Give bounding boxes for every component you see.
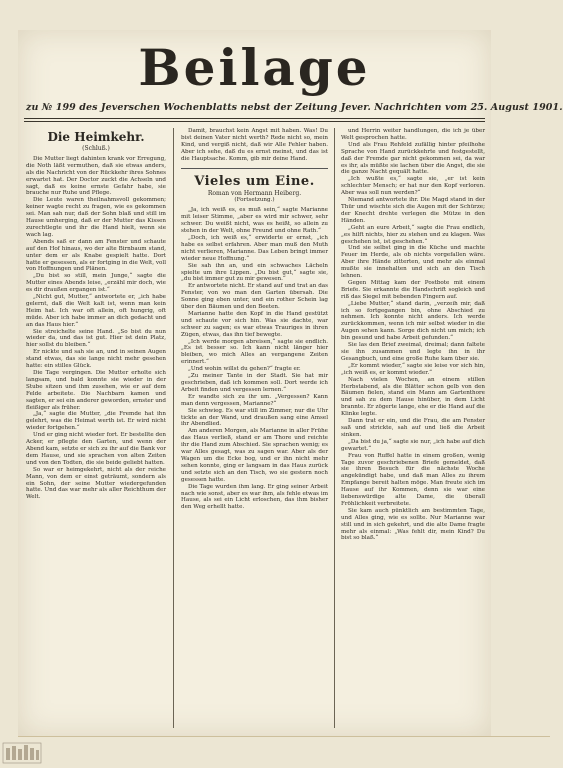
paragraph: Die Mutter liegt dahinten krank vor Erregung, die Noth läßt vermuthen, daß sie etwas anders, als die Nachricht von der Rückkehr ihres Sohnes erwartet hat. Der Doctor zuckt die Achseln und sagt, daß es keine ernste Gefahr habe, sie brauche nur Ruhe und Pflege.: [26, 155, 166, 197]
paragraph: und Herrin weiter handlungen, die ich je über Welt gesprochen hatte.: [341, 128, 485, 141]
article-body: [26, 156, 166, 501]
paragraph: Er antwortete nicht. Er stand auf und trat an das Fenster, von wo man den Garten übersah. Die Sonne ging eben unter, und ein rother Schein lag über den Bäumen und den Beeten.: [181, 283, 328, 311]
dateline: zu № 199 des Jeverschen Wochenblatts nebst der Zeitung Jever. Nachrichten vom 25. August 1901.: [26, 102, 563, 113]
paragraph: Und als Frau Rehfeld zufällig hinter pfeilhohe Sprache von Hand zurückkehrte und festgestellt, daß der Fremde gar nicht gekommen sei, da war es ihr, als müßte sie lachen über die Angst, die sie die ganze Nacht gequält hatte.: [341, 141, 485, 176]
paragraph: Am anderen Morgen, als Marianne in aller Frühe das Haus verließ, stand er am Thore und reichte ihr die Hand zum Abschied. Sie sprachen wenig; es war Alles gesagt, was zu sagen war. Aber als der Wagen um die Ecke bog, und er ihn nicht mehr sehen konnte, ging er langsam in das Haus zurück und setzte sich an den Tisch, wo sie gestern noch gesessen hatte.: [181, 428, 328, 483]
paragraph: Sie streichelte seine Hand. „So bist du nun wieder da, und das ist gut. Hier ist dein Platz, hier sollst du bleiben.“: [26, 328, 166, 349]
paragraph: Gegen Mittag kam der Postbote mit einem Briefe. Sie erkannte die Handschrift sogleich und riß das Siegel mit bebenden Fingern auf.: [341, 279, 485, 300]
column-divider: [173, 128, 174, 728]
paragraph: Sie schwieg. Es war still im Zimmer, nur die Uhr tickte an der Wand, und draußen sang eine Amsel ihr Abendlied.: [181, 407, 328, 428]
article-subtitle: (Schluß.): [82, 145, 110, 152]
masthead-rule: [24, 118, 485, 119]
paragraph: Abends saß er dann am Fenster und schaute auf den Hof hinaus, wo der alte Birnbaum stand, unter dem er als Knabe gespielt hatte. Dort hatte er gesessen, als er fortging in die Welt, voll von Hoffnungen und Plänen.: [26, 238, 166, 273]
paragraph: „Ich werde morgen abreisen,“ sagte sie endlich. „Es ist besser so. Ich kann nicht länger hier bleiben, wo mich Alles an vergangene Zeiten erinnert.“: [181, 338, 328, 366]
paragraph: „Nicht gut, Mutter,“ antwortete er, „ich habe gelernt, daß die Welt kalt ist, wenn man kein Heim hat. Ich war oft allein, oft hungrig, oft müde. Aber ich habe immer an dich gedacht und an das Haus hier.“: [26, 294, 166, 328]
paragraph: Er nickte und sah sie an, und in seinen Augen stand etwas, das sie lange nicht mehr gesehen hatte: ein stilles Glück.: [26, 349, 166, 370]
column-2: [181, 128, 328, 728]
article-separator: [181, 168, 328, 169]
article-title: Die Heimkehr.: [47, 130, 145, 144]
paragraph: „Doch, ich weiß es,“ erwiderte er ernst, „ich habe es selbst erfahren. Aber man muß den Muth nicht verlieren, Marianne. Das Leben bringt immer wieder neue Hoffnung.“: [181, 234, 328, 262]
paragraph: „Geht an eure Arbeit,“ sagte die Frau endlich, „es hilft nichts, hier zu stehen und zu klagen. Was geschehen ist, ist geschehen.“: [341, 224, 485, 245]
article-byline: Roman von Hermann Heiberg.: [207, 189, 302, 197]
paragraph: Die Tage wurden ihm lang. Er ging seiner Arbeit nach wie sonst, aber es war ihm, als fehle etwas im Hause, als sei ein Licht erloschen, das ihm bisher den Weg erhellt hatte.: [181, 483, 328, 511]
paragraph: „Er kommt wieder,“ sagte sie leise vor sich hin, „ich weiß es, er kommt wieder.“: [341, 362, 485, 376]
paragraph: Niemand antwortete ihr. Die Magd stand in der Thür und wischte sich die Augen mit der Schürze; der Knecht drehte verlegen die Mütze in den Händen.: [341, 197, 485, 224]
paragraph: „Zu meiner Tante in der Stadt. Sie hat mir geschrieben, daß ich kommen soll. Dort werde ich Arbeit finden und vergessen lernen.“: [181, 373, 328, 393]
paragraph: Sie kam auch pünktlich am bestimmten Tage, und Alles ging, wie es sollte. Nur Marianne war still und in sich gekehrt, und die alte Dame fragte mehr als einmal: „Was fehlt dir, mein Kind? Du bist so blaß.“: [341, 507, 485, 542]
paragraph: Die Tage vergingen. Die Mutter erholte sich langsam, und bald konnte sie wieder in der Stube sitzen und ihm zusehen, wie er auf dem Felde arbeitete. Die Nachbarn kamen und sagten, er sei ein anderer geworden, ernster und fleißiger als früher.: [26, 370, 166, 411]
paragraph: „Und wohin willst du gehen?“ fragte er.: [188, 366, 301, 373]
column-3: [341, 128, 485, 728]
article-body-continued: [181, 128, 328, 163]
paragraph: Marianne hatte den Kopf in die Hand gestützt und schaute vor sich hin. Was sie dachte, war schwer zu sagen; es war etwas Trauriges in ihren Zügen, etwas, das ihn tief bewegte.: [181, 310, 328, 338]
page-bottom-edge: [18, 736, 550, 737]
column-1: [26, 128, 166, 728]
paragraph: Dann trat er ein, und die Frau, die am Fenster saß und strickte, sah auf und ließ die Arbeit sinken.: [341, 418, 485, 438]
article-body: [181, 207, 328, 511]
paragraph: Damit, brauchst kein Angst mit haben. Was! Du bist deinen Vater nicht werth? Rede nicht so, mein Kind, und vergiß nicht, daß wir Alle Fehler haben. Aber ich sehe, daß du es ernst meinst, und das ist die Hauptsache. Komm, gib mir deine Hand.: [181, 128, 328, 162]
masthead-rule-thin: [24, 121, 485, 122]
paragraph: „Ja, ich weiß es, es muß sein,“ sagte Marianne mit leiser Stimme, „aber es wird mir schwer, sehr schwer. Du weißt nicht, was es heißt, so allein zu stehen in der Welt, ohne Freund und ohne Rath.“: [181, 207, 328, 235]
article-continuation-note: (Fortsetzung.): [234, 197, 275, 204]
paragraph: So war er heimgekehrt, nicht als der reiche Mann, von dem er einst geträumt, sondern als ein Sohn, der seine Mutter wiedergefunden hatte. Und das war mehr als aller Reichthum der Welt.: [26, 466, 166, 501]
paragraph: „Ja,“ sagte die Mutter, „die Fremde hat ihn gelehrt, was die Heimat werth ist. Er wird nicht wieder fortgehen.“: [26, 411, 166, 432]
article-body: [341, 128, 485, 542]
paragraph: Und sie selbst ging in die Küche und machte Feuer im Herde, als ob nichts vorgefallen wäre. Aber ihre Hände zitterten, und mehr als einmal mußte sie innehalten und sich an den Tisch lehnen.: [341, 245, 485, 280]
paragraph: „Da bist du ja,“ sagte sie nur, „ich habe auf dich gewartet.“: [341, 438, 485, 452]
paragraph: Nach vielen Wochen, an einem stillen Herbstabend, als die Blätter schon gelb von den Bäumen fielen, stand ein Mann am Gartenthore und sah zu dem Hause hinüber, in dem Licht brannte. Er zögerte lange, ehe er die Hand auf die Klinke legte.: [341, 376, 485, 418]
paragraph: Sie las den Brief zweimal, dreimal; dann faltete sie ihn zusammen und legte ihn in ihr Gesangbuch, und eine große Ruhe kam über sie.: [341, 342, 485, 362]
paragraph: Die Leute waren theilnahmsvoll gekommen; keiner wagte recht zu fragen, wie es gekommen sei. Man sah nur, daß der Sohn blaß und still im Hause umherging, daß er der Mutter das Kissen zurechtlegte und ihr die Hand hielt, wenn sie wach lag.: [26, 197, 166, 238]
newspaper-page: [18, 30, 563, 736]
column-divider: [334, 128, 335, 728]
paragraph: Sie sah ihn an, und ein schwaches Lächeln spielte um ihre Lippen. „Du bist gut,“ sagte sie, „du bist immer gut zu mir gewesen.“: [181, 262, 328, 283]
paragraph: „Ich wußte es,“ sagte sie, „er ist kein schlechter Mensch; er hat nur den Kopf verloren. Aber was soll nun werden?“: [341, 176, 485, 197]
paragraph: „Du bist so still, mein Junge,“ sagte die Mutter eines Abends leise, „erzähl mir doch, wie es dir draußen ergangen ist.“: [26, 273, 166, 294]
paragraph: Er wandte sich zu ihr um. „Vergessen? Kann man denn vergessen, Marianne?“: [181, 393, 328, 407]
paragraph: „Liebe Mutter,“ stand darin, „verzeih mir, daß ich so fortgegangen bin, ohne Abschied zu nehmen. Ich konnte nicht anders. Ich werde zurückkommen, wenn ich mir selbst wieder in die Augen sehen kann. Sorge dich nicht um mich; ich bin gesund und habe Arbeit gefunden.“: [341, 300, 485, 342]
masthead-title: Beilage: [138, 38, 371, 97]
paragraph: Frau von Ruffel hatte in einem großen, wenig Tage zuvor geschriebenen Briefe gemeldet, daß sie ihren Besuch für die nächste Woche angekündigt habe, und daß man Alles zu ihrem Empfange bereit halten möge. Man freute sich im Hause auf ihr Kommen, denn sie war eine liebenswürdige alte Dame, die überall Fröhlichkeit verbreitete.: [341, 452, 485, 507]
paragraph: Und er ging nicht wieder fort. Er bestellte den Acker, er pflegte den Garten, und wenn der Abend kam, setzte er sich zu ihr auf die Bank vor dem Hause, und sie sprachen von alten Zeiten und von den Todten, die sie beide geliebt hatten.: [26, 432, 166, 466]
article-title: Vieles um Eine.: [194, 173, 315, 189]
library-stamp-icon: [2, 742, 42, 764]
